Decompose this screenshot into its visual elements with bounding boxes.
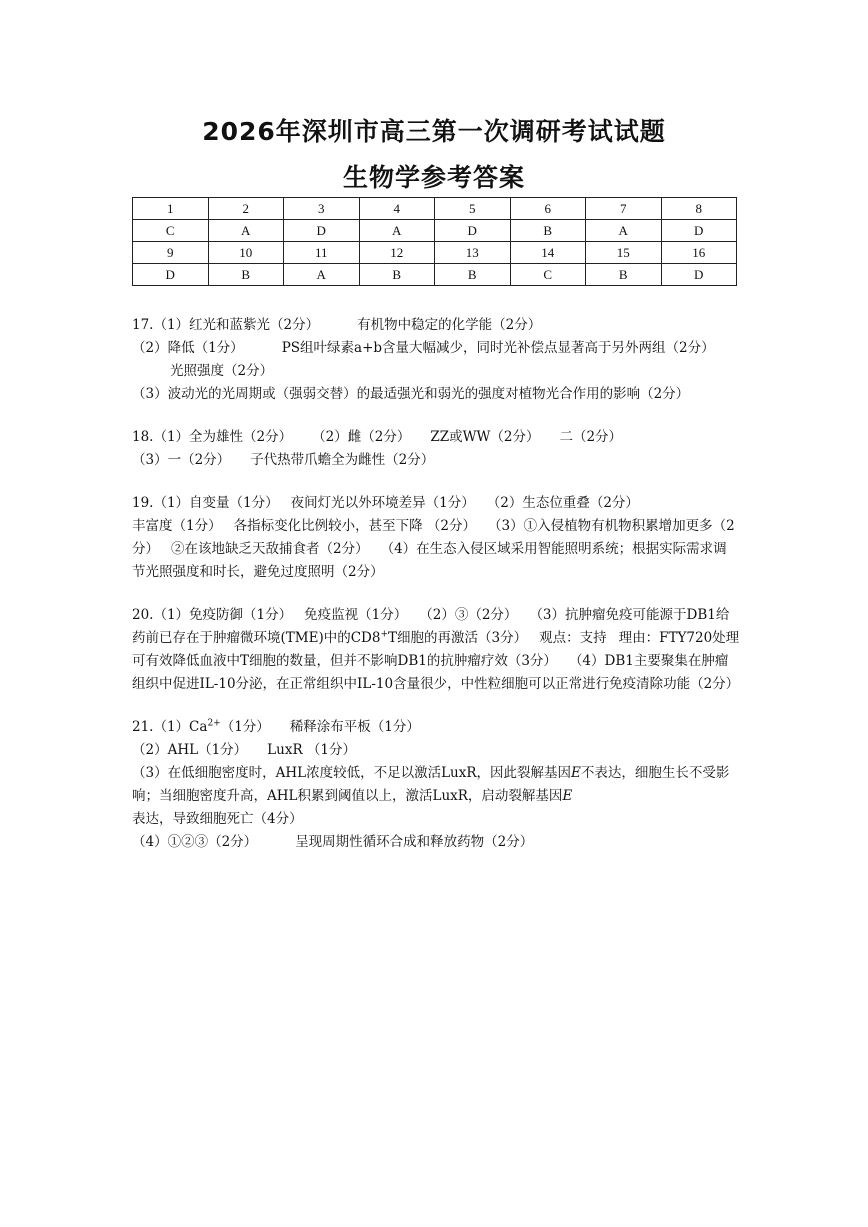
question-number-cell: 12 — [359, 242, 435, 264]
gene-symbol: E — [562, 788, 573, 804]
answer-key-table — [132, 197, 737, 286]
answer-cell: D — [661, 264, 737, 286]
q17-part1: 17.（1）红光和蓝紫光（2分） — [132, 317, 320, 333]
page-title: 2026年深圳市高三第一次调研考试试题 — [202, 117, 666, 146]
q21-part3-cont: 不表达，细胞生长不受影响；当细胞密度升高，AHL积累到阈值以上，激活LuxR，启动裂解基因 — [132, 765, 730, 804]
question-number-cell: 9 — [133, 242, 209, 264]
answer-cell: D — [284, 220, 360, 242]
page-subtitle: 生物学参考答案 — [342, 163, 525, 192]
q21-line — [132, 762, 740, 831]
q18-part2-c: 二（2分） — [559, 429, 623, 445]
answer-cell: B — [435, 264, 511, 286]
q19-part2: （2）生态位重叠（2分） — [486, 495, 639, 511]
question-number-cell: 10 — [208, 242, 284, 264]
q19-line — [132, 492, 740, 584]
q18-part3: （3）一（2分） — [132, 452, 231, 468]
q17-part2-b: PS组叶绿素a+b含量大幅减少，同时光补偿点显著高于另外两组（2分） — [281, 340, 715, 356]
q20-part3-b: 观点：支持 — [539, 630, 607, 646]
q20-line — [132, 604, 740, 696]
q21-part3-end: 表达，导致细胞死亡（4分） — [132, 811, 303, 827]
question-number-cell: 11 — [284, 242, 360, 264]
q21-line — [132, 831, 740, 854]
q21-part2: （2）AHL（1分） — [132, 742, 248, 758]
q21-part1: 21.（1）Ca — [132, 719, 208, 735]
question-number-cell: 3 — [284, 198, 360, 220]
question-number-cell: 7 — [586, 198, 662, 220]
answer-row — [133, 264, 737, 286]
question-number-cell: 15 — [586, 242, 662, 264]
gene-symbol: E — [571, 765, 581, 781]
q19-part1-b: 夜间灯光以外环境差异（1分） — [290, 495, 475, 511]
answer-section — [132, 314, 740, 874]
q18-line — [132, 426, 740, 472]
answer-cell: D — [435, 220, 511, 242]
question-number-cell: 1 — [133, 198, 209, 220]
answer-cell: B — [510, 220, 586, 242]
question-21 — [132, 716, 740, 854]
q17-part3: （3）波动光的光周期或（强弱交替）的最适强光和弱光的强度对植物光合作用的影响（2分） — [132, 386, 690, 402]
answer-cell: B — [208, 264, 284, 286]
superscript-plus: + — [380, 629, 389, 640]
question-number-row — [133, 198, 737, 220]
answer-cell: C — [133, 220, 209, 242]
q18-part1: 18.（1）全为雄性（2分） — [132, 429, 293, 445]
q19-part3-b: ②在该地缺乏天敌捕食者（2分） — [171, 541, 369, 557]
answer-cell: D — [133, 264, 209, 286]
q19-part4: （4）在生态入侵区域采用智能照明系统；根据实际需求调节光照强度和时长，避免过度照明（2分） — [132, 541, 727, 580]
q17-part2: （2）降低（1分） — [132, 340, 244, 356]
q18-part3-b: 子代热带爪蟾全为雌性（2分） — [250, 452, 435, 468]
q17-part2-c: 光照强度（2分） — [170, 363, 274, 379]
q20-part2: （2）③（2分） — [419, 607, 518, 623]
question-17 — [132, 314, 740, 406]
q19-part1: 19.（1）自变量（1分） — [132, 495, 279, 511]
q19-part2-b: 丰富度（1分） — [132, 518, 222, 534]
question-number-cell: 6 — [510, 198, 586, 220]
q21-part1-score: （1分） — [220, 719, 270, 735]
q17-part1-b: 有机物中稳定的化学能（2分） — [357, 317, 542, 333]
question-number-cell: 4 — [359, 198, 435, 220]
q19-part2-c: 各指标变化比例较小，甚至下降 （2分） — [233, 518, 476, 534]
q20-part3: （3）抗肿瘤免疫可能源于DB1给药前已存在于肿瘤微环境(TME)中的CD8 — [132, 607, 730, 646]
q20-part4: （4）DB1主要聚集在肿瘤组织中促进IL-10分泌，在正常组织中IL-10含量很少，中性粒细胞可以正常进行免疫清除功能（2分） — [132, 653, 740, 692]
q17-line — [132, 314, 740, 337]
question-number-row — [133, 242, 737, 264]
question-18 — [132, 426, 740, 472]
answer-cell: D — [661, 220, 737, 242]
q21-part1-b: 稀释涂布平板（1分） — [289, 719, 420, 735]
question-number-cell: 2 — [208, 198, 284, 220]
q21-part2-b: LuxR （1分） — [267, 742, 356, 758]
q20-part3-c: 理由：FTY720处理可有效降低血液中T细胞的数量，但并不影响DB1的抗肿瘤疗效（3分） — [132, 630, 740, 669]
q20-part3-cont: T细胞的再激活（3分） — [388, 630, 528, 646]
q21-part3: （3）在低细胞密度时，AHL浓度较低，不足以激活LuxR，因此裂解基因 — [132, 765, 572, 781]
answer-row — [133, 220, 737, 242]
q18-part2-b: ZZ或WW（2分） — [430, 429, 540, 445]
question-number-cell: 14 — [510, 242, 586, 264]
question-20 — [132, 604, 740, 696]
q19-part3: （3）①入侵植物有机物积累增加更多（2分） — [132, 518, 735, 557]
question-number-cell: 5 — [435, 198, 511, 220]
answer-cell: A — [359, 220, 435, 242]
question-number-cell: 8 — [661, 198, 737, 220]
question-number-cell: 16 — [661, 242, 737, 264]
question-number-cell: 13 — [435, 242, 511, 264]
q21-part4-b: 呈现周期性循环合成和释放药物（2分） — [295, 834, 534, 850]
q21-part4: （4）①②③（2分） — [132, 834, 258, 850]
answer-cell: A — [284, 264, 360, 286]
q20-part1-b: 免疫监视（1分） — [304, 607, 408, 623]
q17-line — [132, 337, 740, 383]
answer-cell: A — [586, 220, 662, 242]
q21-line — [132, 716, 740, 739]
q18-part2: （2）雌（2分） — [312, 429, 411, 445]
q17-line — [132, 383, 740, 406]
q21-line — [132, 739, 740, 762]
question-19 — [132, 492, 740, 584]
answer-cell: A — [208, 220, 284, 242]
answer-cell: B — [359, 264, 435, 286]
answer-cell: B — [586, 264, 662, 286]
answer-cell: C — [510, 264, 586, 286]
q20-part1: 20.（1）免疫防御（1分） — [132, 607, 293, 623]
superscript-charge: 2+ — [207, 718, 221, 729]
